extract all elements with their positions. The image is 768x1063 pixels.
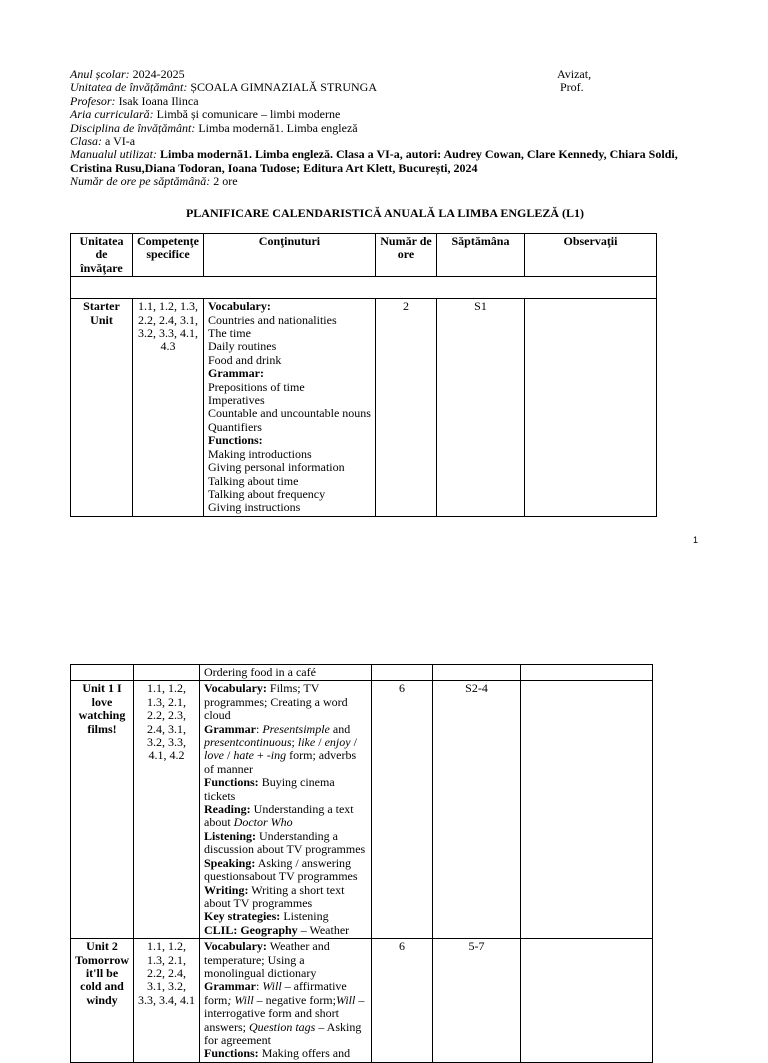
grammar-text: + [254,748,267,763]
school-value: ȘCOALA GIMNAZIALĂ STRUNGA [190,80,377,95]
grammar-term: ; [227,992,232,1007]
contents-cell [203,299,375,517]
curricular-area-label: Aria curriculară: [70,107,154,122]
functions-entry [204,1047,367,1060]
contents-cell [200,681,372,939]
grammar-text: – negative form; [253,992,336,1007]
content-item: Countries and nationalities [207,312,337,327]
school-year-line [70,68,550,81]
vocabulary-text: Films; TV programmes; Creating a word cloud [204,681,348,723]
competences-cell [134,665,200,681]
grammar-term: enjoy [324,735,351,750]
grammar-heading: Grammar [204,979,256,994]
functions-text: Buying cinema tickets [204,775,335,803]
writing-text: Writing a short text about TV programmes [204,882,345,910]
vocabulary-text: Weather and temperature; Using a monolingual dictionary [204,939,330,980]
grammar-heading: Grammar: [207,366,264,381]
class-value: a VI-a [105,134,136,149]
strategies-text: Listening [283,909,329,924]
grammar-term: Presentsimple [262,721,330,736]
functions-heading: Functions: [207,433,263,448]
listening-heading: Listening: [204,828,257,843]
column-header-competences: Competenţe specifice [133,234,204,277]
vocabulary-entry [204,682,367,722]
clil-entry [204,924,367,937]
unit-cell: Starter Unit [71,299,133,517]
grammar-term: hate [233,748,255,763]
strategies-entry [204,910,367,923]
curricular-area-line [70,108,550,121]
curricular-area-value: Limbă și comunicare – limbi moderne [156,107,341,122]
unit-cell [71,665,134,681]
content-item: Food and drink [207,352,282,367]
listening-text: Understanding a discussion about TV programmes [204,828,366,857]
column-header-week: Săptămâna [436,234,524,277]
reading-title: Doctor Who [233,815,293,830]
vocabulary-heading: Vocabulary: [207,299,271,314]
contents-cell [200,939,372,1063]
column-header-contents: Conţinuturi [203,234,375,277]
content-item: Imperatives [207,393,265,408]
school-year-label: Anul școlar: [70,67,130,81]
clil-text: – Weather [300,922,350,937]
competences-cell: 1.1, 1.2, 1.3, 2.2, 2.4, 3.1, 3.2, 3.3, 4.1, 4.3 [133,299,204,517]
speaking-text: Asking / answering questionsabout TV programmes [204,855,358,884]
textbook-label: Manualul utilizat: [70,147,157,162]
table-row-unit-2 [71,939,653,1063]
content-item: Daily routines [207,339,277,354]
hours-cell [372,665,433,681]
speaking-heading: Speaking: [204,855,256,870]
class-label: Clasa: [70,134,103,149]
competences-cell: 1.1, 1.2, 1.3, 2.1, 2.2, 2.3, 2.4, 3.1, 3.2, 3.3, 4.1, 4.2 [134,681,200,939]
column-header-unit: Unitatea de învăţare [71,234,133,277]
school-year-value: 2024-2025 [132,67,185,81]
grammar-term: -ing [266,748,287,763]
planning-table-page-1 [70,233,657,517]
document-title: PLANIFICARE CALENDARISTICĂ ANUALĂ LA LIMBA ENGLEZĂ (L1) [185,206,585,220]
vocabulary-entry [204,940,367,980]
approved-label: Avizat, [557,67,592,81]
hours-value: 2 ore [213,174,238,189]
textbook-line [70,148,690,175]
contents-cell: Ordering food in a café [200,665,372,681]
observations-cell [521,939,653,1063]
functions-heading: Functions: [204,775,259,790]
grammar-term: like [297,735,316,750]
grammar-text: / [350,735,357,750]
grammar-text: – interrogative form and short answers; [204,992,365,1034]
grammar-heading: Grammar [204,721,256,736]
grammar-term: Will [335,992,356,1007]
table-row-starter [71,299,657,517]
writing-heading: Writing: [204,882,249,897]
hours-cell: 2 [375,299,436,517]
grammar-text: – Asking for agreement [204,1019,362,1047]
unit-cell: Unit 2 Tomorrow it'll be cold and windy [71,939,134,1063]
week-cell: 5-7 [433,939,521,1063]
content-item: Giving instructions [207,500,301,515]
table-row-starter-continued [71,665,653,681]
competences-cell: 1.1, 1.2, 1.3, 2.1, 2.2, 2.4, 3.1, 3.2, 3.3, 3.4, 4.1 [134,939,200,1063]
reading-text: Understanding a text about [204,802,354,830]
column-header-observations: Observaţii [524,234,656,277]
subject-line [70,122,550,135]
hours-cell: 6 [372,681,433,939]
grammar-text: – affirmative form [204,979,347,1007]
school-line [70,81,550,94]
subject-label: Disciplina de învățământ: [70,120,196,135]
week-cell: S1 [436,299,524,517]
functions-heading: Functions: [204,1046,259,1061]
content-item: Talking about frequency [207,486,326,501]
hours-cell: 6 [372,939,433,1063]
speaking-entry [204,857,367,884]
observations-cell [521,665,653,681]
grammar-text: / [224,748,234,763]
class-line [70,135,550,148]
table-header-row [71,234,657,277]
grammar-term: presentcontinuous [204,735,292,750]
planning-table-page-2 [70,664,653,1063]
week-cell [433,665,521,681]
grammar-text: : [255,721,263,736]
listening-entry [204,830,367,857]
content-item: Making introductions [207,446,312,461]
column-header-hours: Număr de ore [375,234,436,277]
hours-label: Număr de ore pe săptămână: [70,174,211,189]
observations-cell [521,681,653,939]
teacher-line [70,95,550,108]
hours-line [70,175,550,188]
functions-entry [204,776,367,803]
grammar-entry [204,723,367,777]
spacer-row [71,277,657,299]
subject-value: Limba modernă1. Limba engleză [198,120,358,135]
functions-text: Making offers and [261,1046,351,1061]
content-item: Prepositions of time [207,379,305,394]
content-item: Countable and uncountable nouns [207,406,371,421]
content-item: The time [207,326,251,341]
grammar-term: Will [234,992,254,1007]
grammar-text: form; adverbs of manner [204,748,357,776]
grammar-text: ; [291,735,298,750]
approval-block [557,68,617,95]
grammar-text: / [315,735,325,750]
content-item: Talking about time [207,473,299,488]
content-item: Quantifiers [207,419,262,434]
reading-entry [204,803,367,830]
grammar-text: and [329,721,351,736]
grammar-term: Question tags [249,1019,316,1034]
grammar-term: Will [262,979,282,994]
week-cell: S2-4 [433,681,521,939]
content-item: Giving personal information [207,460,345,475]
teacher-label: Profesor: [70,93,116,108]
table-row-unit-1 [71,681,653,939]
prof-label: Prof. [560,80,584,95]
observations-cell [524,299,656,517]
school-label: Unitatea de învățământ: [70,80,188,95]
grammar-term: love [204,748,224,763]
strategies-heading: Key strategies: [204,909,281,924]
reading-heading: Reading: [204,802,251,817]
teacher-value: Isak Ioana Ilinca [118,93,199,108]
unit-cell: Unit 1 I love watching films! [71,681,134,939]
page-number: 1 [693,535,699,545]
grammar-entry [204,980,367,1047]
clil-heading: CLIL: Geography [204,922,298,937]
spacer-cell [71,277,657,299]
writing-entry [204,884,367,911]
grammar-text: : [255,979,263,994]
textbook-value: Limba modernă1. Limba engleză. Clasa a VI-a, autori: Audrey Cowan, Clare Kennedy, Chiara Soldi, Cristina Rusu,Diana Todoran, Ioana Tudose; Editura Art Klett, București, 2024 [70,147,678,175]
vocabulary-heading: Vocabulary: [204,681,267,696]
vocabulary-heading: Vocabulary: [204,939,267,954]
